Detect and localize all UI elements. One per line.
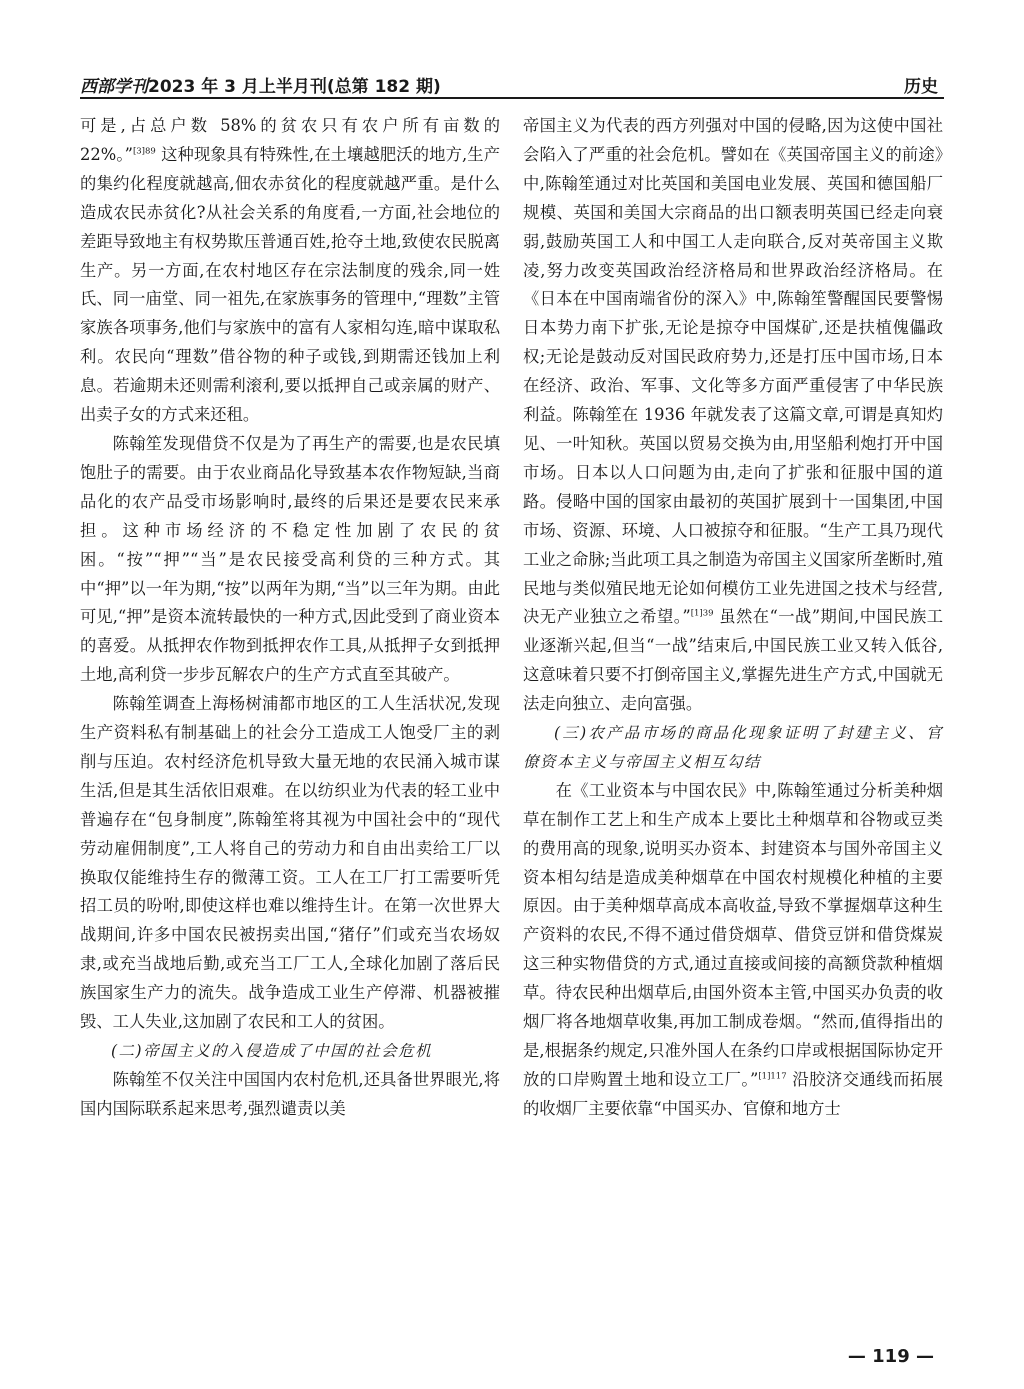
paragraph-text: 沿胶济交通线而拓展的收烟厂主要依靠“中国买办、官僚和地方士: [523, 1069, 943, 1118]
paragraph: 陈翰笙发现借贷不仅是为了再生产的需要,也是农民填饱肚子的需要。由于农业商品化导致基本农作物短缺,当商品化的农产品受市场影响时,最终的后果还是要农民来承担。这种市场经济的不稳定性加剧了农民的贫困。“按”“押”“当”是农民接受高利贷的三种方式。其中“押”以一年为期,“按”以两年为期,“当”以三年为期。由此可见,“押”是资本流转最快的一种方式,因此受到了商业资本的喜爱。从抵押农作物到抵押农作工具,从抵押子女到抵押土地,高利贷一步步瓦解农户的生产方式直至其破产。: [80, 433, 500, 685]
paragraph-text: 虽然在“一战”期间,中国民族工业逐渐兴起,但当“一战”结束后,中国民族工业又转入低谷,这意味着只要不打倒帝国主义,掌握先进生产方式,中国就无法走向独立、走向富强。: [523, 607, 943, 714]
paragraph: 陈翰笙不仅关注中国国内农村危机,还具备世界眼光,将国内国际联系起来思考,强烈谴责以美: [80, 1069, 500, 1118]
section-heading: (二)帝国主义的入侵造成了中国的社会危机: [111, 1042, 433, 1060]
paragraph: 陈翰笙调查上海杨树浦都市地区的工人生活状况,发现生产资料私有制基础上的社会分工造成工人饱受厂主的剥削与压迫。农村经济危机导致大量无地的农民涌入城市谋生活,但是其生活依旧艰难。在以纺织业为代表的轻工业中普遍存在“包身制度”,陈翰笙将其视为中国社会中的“现代劳动雇佣制度”,工人将自己的劳动力和自由出卖给工厂以换取仅能维持生存的微薄工资。工人在工厂打工需要听凭招工员的吩咐,即使这样也难以维持生计。在第一次世界大战期间,许多中国农民被拐卖出国,“猪仔”们或充当农场奴隶,或充当战地后勤,或充当工厂工人,全球化加剧了落后民族国家生产力的流失。战争造成工业生产停滞、机器被摧毁、工人失业,这加剧了农民和工人的贫困。: [80, 694, 500, 1032]
paragraph-text: 在《工业资本与中国农民》中,陈翰笙通过分析美种烟草在制作工艺上和生产成本上要比土种烟草和谷物或豆类的费用高的现象,说明买办资本、封建资本与国外帝国主义资本相勾结是造成美种烟草在中国农村规模化种植的主要原因。由于美种烟草高成本高收益,导致不掌握烟草这种生产资料的农民,不得不通过借贷烟草、借贷豆饼和借贷煤炭这三种实物借贷的方式,通过直接或间接的高额贷款种植烟草。待农民种出烟草后,由国外资本主管,中国买办负责的收烟厂将各地烟草收集,再加工制成卷烟。“然而,值得指出的是,根据条约规定,只准外国人在条约口岸或根据国际协定开放的口岸购置土地和设立工厂。”: [523, 780, 943, 1089]
section-label: 历史: [904, 77, 938, 97]
header-rule: [80, 97, 944, 99]
right-column: [523, 112, 943, 1124]
page-number: — 119 —: [847, 1346, 934, 1367]
citation: [1]117: [758, 1071, 787, 1082]
paragraph: [523, 112, 943, 719]
journal-issue: 2023 年 3 月上半月刊(总第 182 期): [148, 77, 441, 97]
paragraph: [80, 112, 500, 430]
journal-logo: 西部学刊: [80, 77, 148, 97]
citation: [3]89: [132, 146, 156, 157]
journal-title: [80, 72, 441, 97]
citation: [1]39: [690, 608, 714, 619]
paragraph-text: 这种现象具有特殊性,在土壤越肥沃的地方,生产的集约化程度就越高,佃农赤贫化的程度就越严重。是什么造成农民赤贫化?从社会关系的角度看,一方面,社会地位的差距导致地主有权势欺压普通百姓,抢夺土地,致使农民脱离生产。另一方面,在农村地区存在宗法制度的残余,同一姓氏、同一庙堂、同一祖先,在家族事务的管理中,“理数”主管家族各项事务,他们与家族中的富有人家相勾连,暗中谋取私利。农民向“理数”借谷物的种子或钱,到期需还钱加上利息。若逾期未还则需利滚利,要以抵押自己或亲属的财产、出卖子女的方式来还租。: [80, 144, 501, 425]
running-header: [80, 70, 944, 100]
paragraph-text: 帝国主义为代表的西方列强对中国的侵略,因为这使中国社会陷入了严重的社会危机。譬如在《英国帝国主义的前途》中,陈翰笙通过对比英国和美国电业发展、英国和德国船厂规模、英国和美国大宗商品的出口额表明英国已经走向衰弱,鼓励英国工人和中国工人走向联合,反对英帝国主义欺凌,努力改变英国政治经济格局和世界政治经济格局。在《日本在中国南端省份的深入》中,陈翰笙警醒国民要警惕日本势力南下扩张,无论是掠夺中国煤矿,还是扶植傀儡政权;无论是鼓动反对国民政府势力,还是打压中国市场,日本在经济、政治、军事、文化等多方面严重侵害了中华民族利益。陈翰笙在 1936 年就发表了这篇文章,可谓是真知灼见、一叶知秋。英国以贸易交换为由,用坚船利炮打开中国市场。日本以人口问题为由,走向了扩张和征服中国的道路。侵略中国的国家由最初的英国扩展到十一国集团,中国市场、资源、环境、人口被掠夺和征服。“生产工具乃现代工业之命脉;当此项工具之制造为帝国主义国家所垄断时,殖民地与类似殖民地无论如何模仿工业先进国之技术与经营,决无产业独立之希望。”: [523, 116, 943, 627]
paragraph: [523, 777, 943, 1124]
section-heading: (三)农产品市场的商品化现象证明了封建主义、官僚资本主义与帝国主义相互勾结: [523, 724, 943, 771]
left-column: [80, 112, 500, 1124]
paragraph-text: 可是,占总户数 58%的贫农只有农户所有亩数的 22%。”: [80, 116, 500, 164]
